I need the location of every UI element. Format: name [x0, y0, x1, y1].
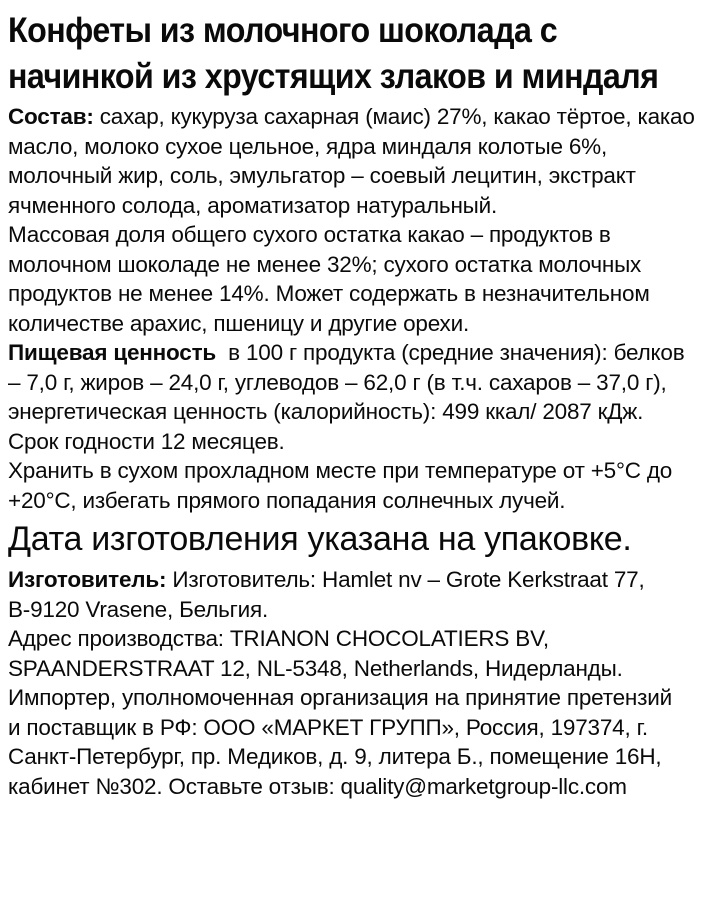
production-date-notice: Дата изготовления указана на упаковке. [8, 520, 632, 558]
production-address-section [8, 624, 711, 683]
storage-line: Хранить в сухом прохладном месте при температуре от +5°С до [8, 458, 673, 483]
production-address-line: Адрес производства: TRIANON CHOCOLATIERS BV, [8, 626, 549, 651]
importer-line: кабинет №302. Оставьте отзыв: quality@marketgroup-llc.com [8, 773, 627, 799]
importer-section [8, 683, 711, 801]
title-line: Конфеты из молочного шоколада с [8, 11, 558, 50]
product-title [8, 8, 715, 100]
label-text [8, 102, 711, 801]
manufacturer-label: Изготовитель: [8, 567, 167, 592]
storage-section [8, 456, 711, 515]
composition-line [8, 102, 711, 132]
manufacturer-line: B-9120 Vrasene, Бельгия. [8, 596, 269, 622]
composition-line: молочный жир, соль, эмульгатор – соевый лецитин, экстракт [8, 163, 636, 188]
cocoa-line: молочном шоколаде не менее 32%; сухого остатка молочных [8, 251, 642, 277]
nutrition-text: в 100 г продукта (средние значения): белков [216, 340, 685, 365]
manufacturer-line [8, 565, 711, 595]
title-line: начинкой из хрустящих злаков и миндаля [8, 57, 659, 96]
composition-section [8, 102, 711, 220]
importer-line: Санкт-Петербург, пр. Медиков, д. 9, литера Б., помещение 16Н, [8, 744, 662, 769]
product-label [0, 8, 715, 908]
composition-text: сахар, кукуруза сахарная (маис) 27%, какао тёртое, какао [93, 104, 695, 129]
nutrition-label: Пищевая ценность [8, 340, 217, 365]
nutrition-line: – 7,0 г, жиров – 24,0 г, углеводов – 62,0 г (в т.ч. сахаров – 37,0 г), [8, 369, 667, 395]
cocoa-line: Массовая доля общего сухого остатка какао – продуктов в [8, 222, 611, 247]
nutrition-line: энергетическая ценность (калорийность): 499 ккал/ 2087 кДж. [8, 399, 644, 424]
cocoa-line: количестве арахис, пшеницу и другие орехи. [8, 310, 470, 336]
shelf-life [8, 427, 711, 457]
composition-line: масло, молоко сухое цельное, ядра миндаля колотые 6%, [8, 133, 608, 159]
manufacturer-section [8, 565, 711, 624]
storage-line: +20°С, избегать прямого попадания солнечных лучей. [8, 487, 566, 513]
nutrition-line [8, 338, 711, 368]
importer-line: Импортер, уполномоченная организация на принятие претензий [8, 685, 672, 710]
cocoa-line: продуктов не менее 14%. Может содержать в незначительном [8, 281, 650, 306]
manufacturer-text: Изготовитель: Hamlet nv – Grote Kerkstraat 77, [166, 567, 645, 592]
composition-line: ячменного солода, ароматизатор натуральный. [8, 192, 498, 218]
shelf-life-text: Срок годности 12 месяцев. [8, 428, 285, 454]
importer-line: и поставщик в РФ: ООО «МАРКЕТ ГРУПП», Россия, 197374, г. [8, 714, 648, 740]
composition-label: Состав: [8, 104, 94, 129]
nutrition-section [8, 338, 711, 427]
cocoa-section [8, 220, 711, 338]
production-address-line: SPAANDERSTRAAT 12, NL-5348, Netherlands, Нидерланды. [8, 655, 623, 681]
